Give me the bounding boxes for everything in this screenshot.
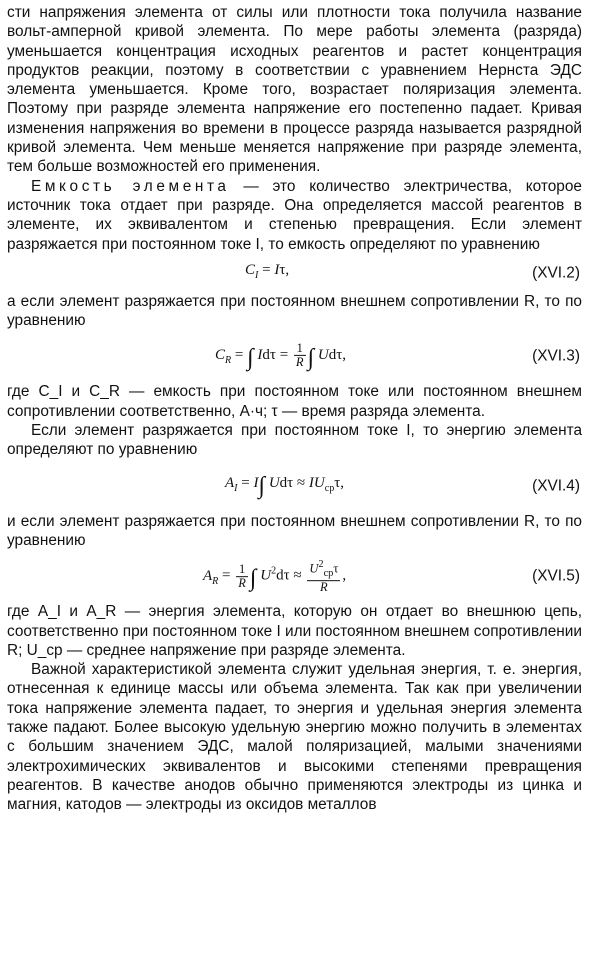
paragraph-2 xyxy=(7,177,582,254)
equation-xvi-3 xyxy=(7,330,582,382)
paragraph-2-text: — это количество электричества, которое источник тока отдает при разряде. Она определяется массой реагентов в элементе, их эквивалентом и степенью превращения. Если элемент разряжается при постоянном токе I, то емкость определяют по уравнению xyxy=(7,177,582,253)
equation-xvi-4 xyxy=(7,460,582,512)
paragraph-6: и если элемент разряжается при постоянном внешнем сопротивлении R, то по уравнению xyxy=(7,512,582,549)
paragraph-5: Если элемент разряжается при постоянном токе I, то энергию элемента определяют по уравнению xyxy=(7,422,582,459)
term-capacity: Емкость элемента xyxy=(31,177,230,195)
equation-number: (XVI.3) xyxy=(532,347,580,365)
paragraph-1: сти напряжения элемента от силы или плотности тока получила название вольт-амперной кривой элемента. По мере работы элемента (разряда) уменьшается концентрация исходных реагентов и растет концентрация продуктов реакции, поэтому в соответствии с уравнением Нернста ЭДС элемента уменьшается. Кроме того, возрастает поляризация элемента. Поэтому при разряде элемента напряжение его постепенно падает. Кривая изменения напряжения во времени в процессе разряда называется разрядной кривой элемента. Чем меньше меняется напряжение при разряде элемента, тем больше возможностей его применения. xyxy=(7,4,582,176)
paragraph-8: Важной характеристикой элемента служит удельная энергия, т. е. энергия, отнесенная к единице массы или объема элемента. Так как при увеличении тока напряжение элемента падает, то энергия и удельная энергия элемента также падают. Более высокую удельную энергию можно получить в элементах с большим значением ЭДС, малой поляризацией, малыми значениями электрохимических эквивалентов и высокими степенями превращения реагентов. В качестве анодов обычно применяются электроды из цинка и магния, катодов — электроды из оксидов металлов xyxy=(7,661,582,814)
paragraph-3: а если элемент разряжается при постоянном внешнем сопротивлении R, то по уравнению xyxy=(7,292,582,330)
equation-xvi-5 xyxy=(7,550,582,602)
equation-formula: $A_R$ = $\frac{1}{R}$ ∫ $U^2d\tau$ ≈ $\frac{U^2_{ср}\tau}{R}$ , xyxy=(203,559,347,595)
equation-formula: $A_I = I\int$ $Ud\tau \approx IU_{ср}\tau$, xyxy=(225,472,344,499)
equation-formula: $C_R$ = ∫ Idτ = $\frac{1}{R}$ ∫ Udτ, xyxy=(215,341,347,372)
equation-xvi-2 xyxy=(7,254,582,292)
equation-number: (XVI.2) xyxy=(532,264,580,282)
paragraph-4: где C_I и C_R — емкость при постоянном токе или постоянном внешнем сопротивлении соответственно, А·ч; τ — время разряда элемента. xyxy=(7,383,582,420)
equation-number: (XVI.4) xyxy=(532,476,580,494)
equation-number: (XVI.5) xyxy=(532,567,580,585)
equation-formula: $C_I = I\tau$, xyxy=(245,261,290,281)
paragraph-7: где A_I и A_R — энергия элемента, которую он отдает во внешнюю цепь, соответственно при постоянном токе I или постоянном внешнем сопротивлении R; U_ср — среднее напряжение при разряде элемента. xyxy=(7,603,583,659)
